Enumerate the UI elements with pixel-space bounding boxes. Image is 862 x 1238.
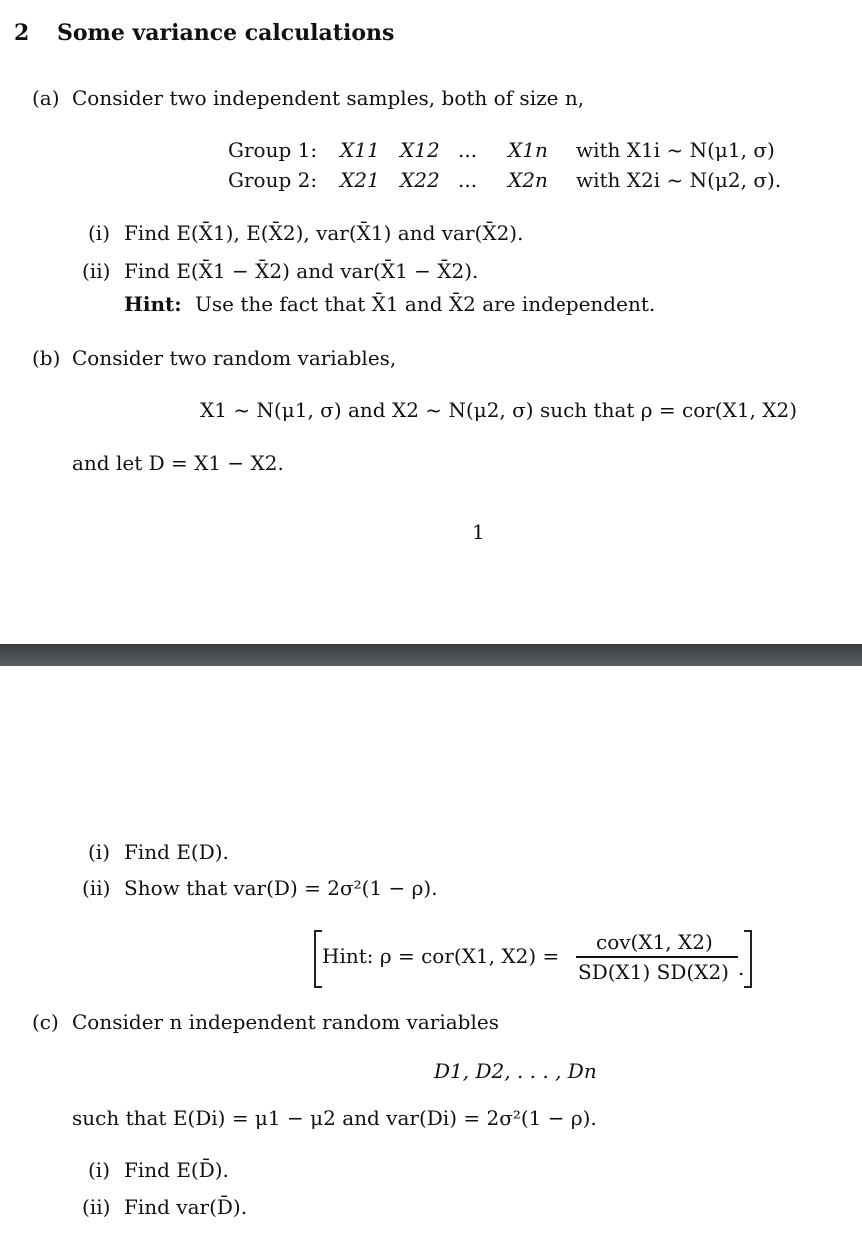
group-1-dots: ...: [458, 138, 478, 162]
section-number: 2: [14, 20, 30, 46]
part-b-hint-numerator: cov(X1, X2): [596, 930, 713, 954]
group-1-x2: X12: [400, 138, 440, 162]
fraction-line: [576, 956, 738, 958]
group-2-label: Group 2:: [228, 168, 318, 192]
part-b-let: and let D = X1 − X2.: [72, 451, 284, 475]
part-a-hint-label: Hint:: [124, 292, 182, 316]
part-b-display: X1 ~ N(μ1, σ) and X2 ~ N(μ2, σ) such that ρ = cor(X1, X2): [200, 398, 798, 422]
part-b-item-i-label: (i): [88, 840, 111, 864]
part-c-such-that: such that E(Di) = μ1 − μ2 and var(Di) = 2σ²(1 − ρ).: [72, 1106, 597, 1130]
page-number: 1: [472, 520, 485, 544]
part-b-hint-end: .: [738, 956, 745, 980]
part-c-item-ii-text: Find var(D̄).: [124, 1195, 248, 1219]
group-1-label: Group 1:: [228, 138, 318, 162]
part-a-hint-text: Use the fact that X̄1 and X̄2 are independent.: [195, 292, 656, 316]
part-c-item-ii-label: (ii): [82, 1195, 111, 1219]
part-c-intro: Consider n independent random variables: [72, 1010, 499, 1034]
hint-bracket-right: [744, 930, 752, 988]
group-2-xn: X2n: [508, 168, 548, 192]
part-c-label: (c): [32, 1010, 59, 1034]
part-a-item-i-text: Find E(X̄1), E(X̄2), var(X̄1) and var(X̄2).: [124, 221, 524, 245]
part-a-item-ii-label: (ii): [82, 259, 111, 283]
part-b-hint-denominator: SD(X1) SD(X2): [578, 960, 729, 984]
group-2-x1: X21: [340, 168, 380, 192]
group-1-dist: with X1i ~ N(μ1, σ): [576, 138, 775, 162]
part-a-item-i-label: (i): [88, 221, 111, 245]
part-a-label: (a): [32, 86, 60, 110]
part-b-hint-prefix: Hint: ρ = cor(X1, X2) =: [322, 944, 560, 968]
group-2-dots: ...: [458, 168, 478, 192]
group-1-xn: X1n: [508, 138, 548, 162]
group-1-x1: X11: [340, 138, 380, 162]
part-c-item-i-text: Find E(D̄).: [124, 1158, 229, 1182]
part-b-label: (b): [32, 346, 61, 370]
section-title: Some variance calculations: [57, 20, 395, 46]
part-b-item-ii-text: Show that var(D) = 2σ²(1 − ρ).: [124, 876, 438, 900]
part-c-display: D1, D2, . . . , Dn: [434, 1059, 597, 1083]
part-b-intro: Consider two random variables,: [72, 346, 397, 370]
part-a-intro: Consider two independent samples, both of size n,: [72, 86, 585, 110]
group-2-dist: with X2i ~ N(μ2, σ).: [576, 168, 782, 192]
part-b-item-i-text: Find E(D).: [124, 840, 229, 864]
part-c-item-i-label: (i): [88, 1158, 111, 1182]
page-break-divider: [0, 644, 862, 666]
part-b-item-ii-label: (ii): [82, 876, 111, 900]
part-a-item-ii-text: Find E(X̄1 − X̄2) and var(X̄1 − X̄2).: [124, 259, 479, 283]
hint-bracket-left: [314, 930, 322, 988]
group-2-x2: X22: [400, 168, 440, 192]
